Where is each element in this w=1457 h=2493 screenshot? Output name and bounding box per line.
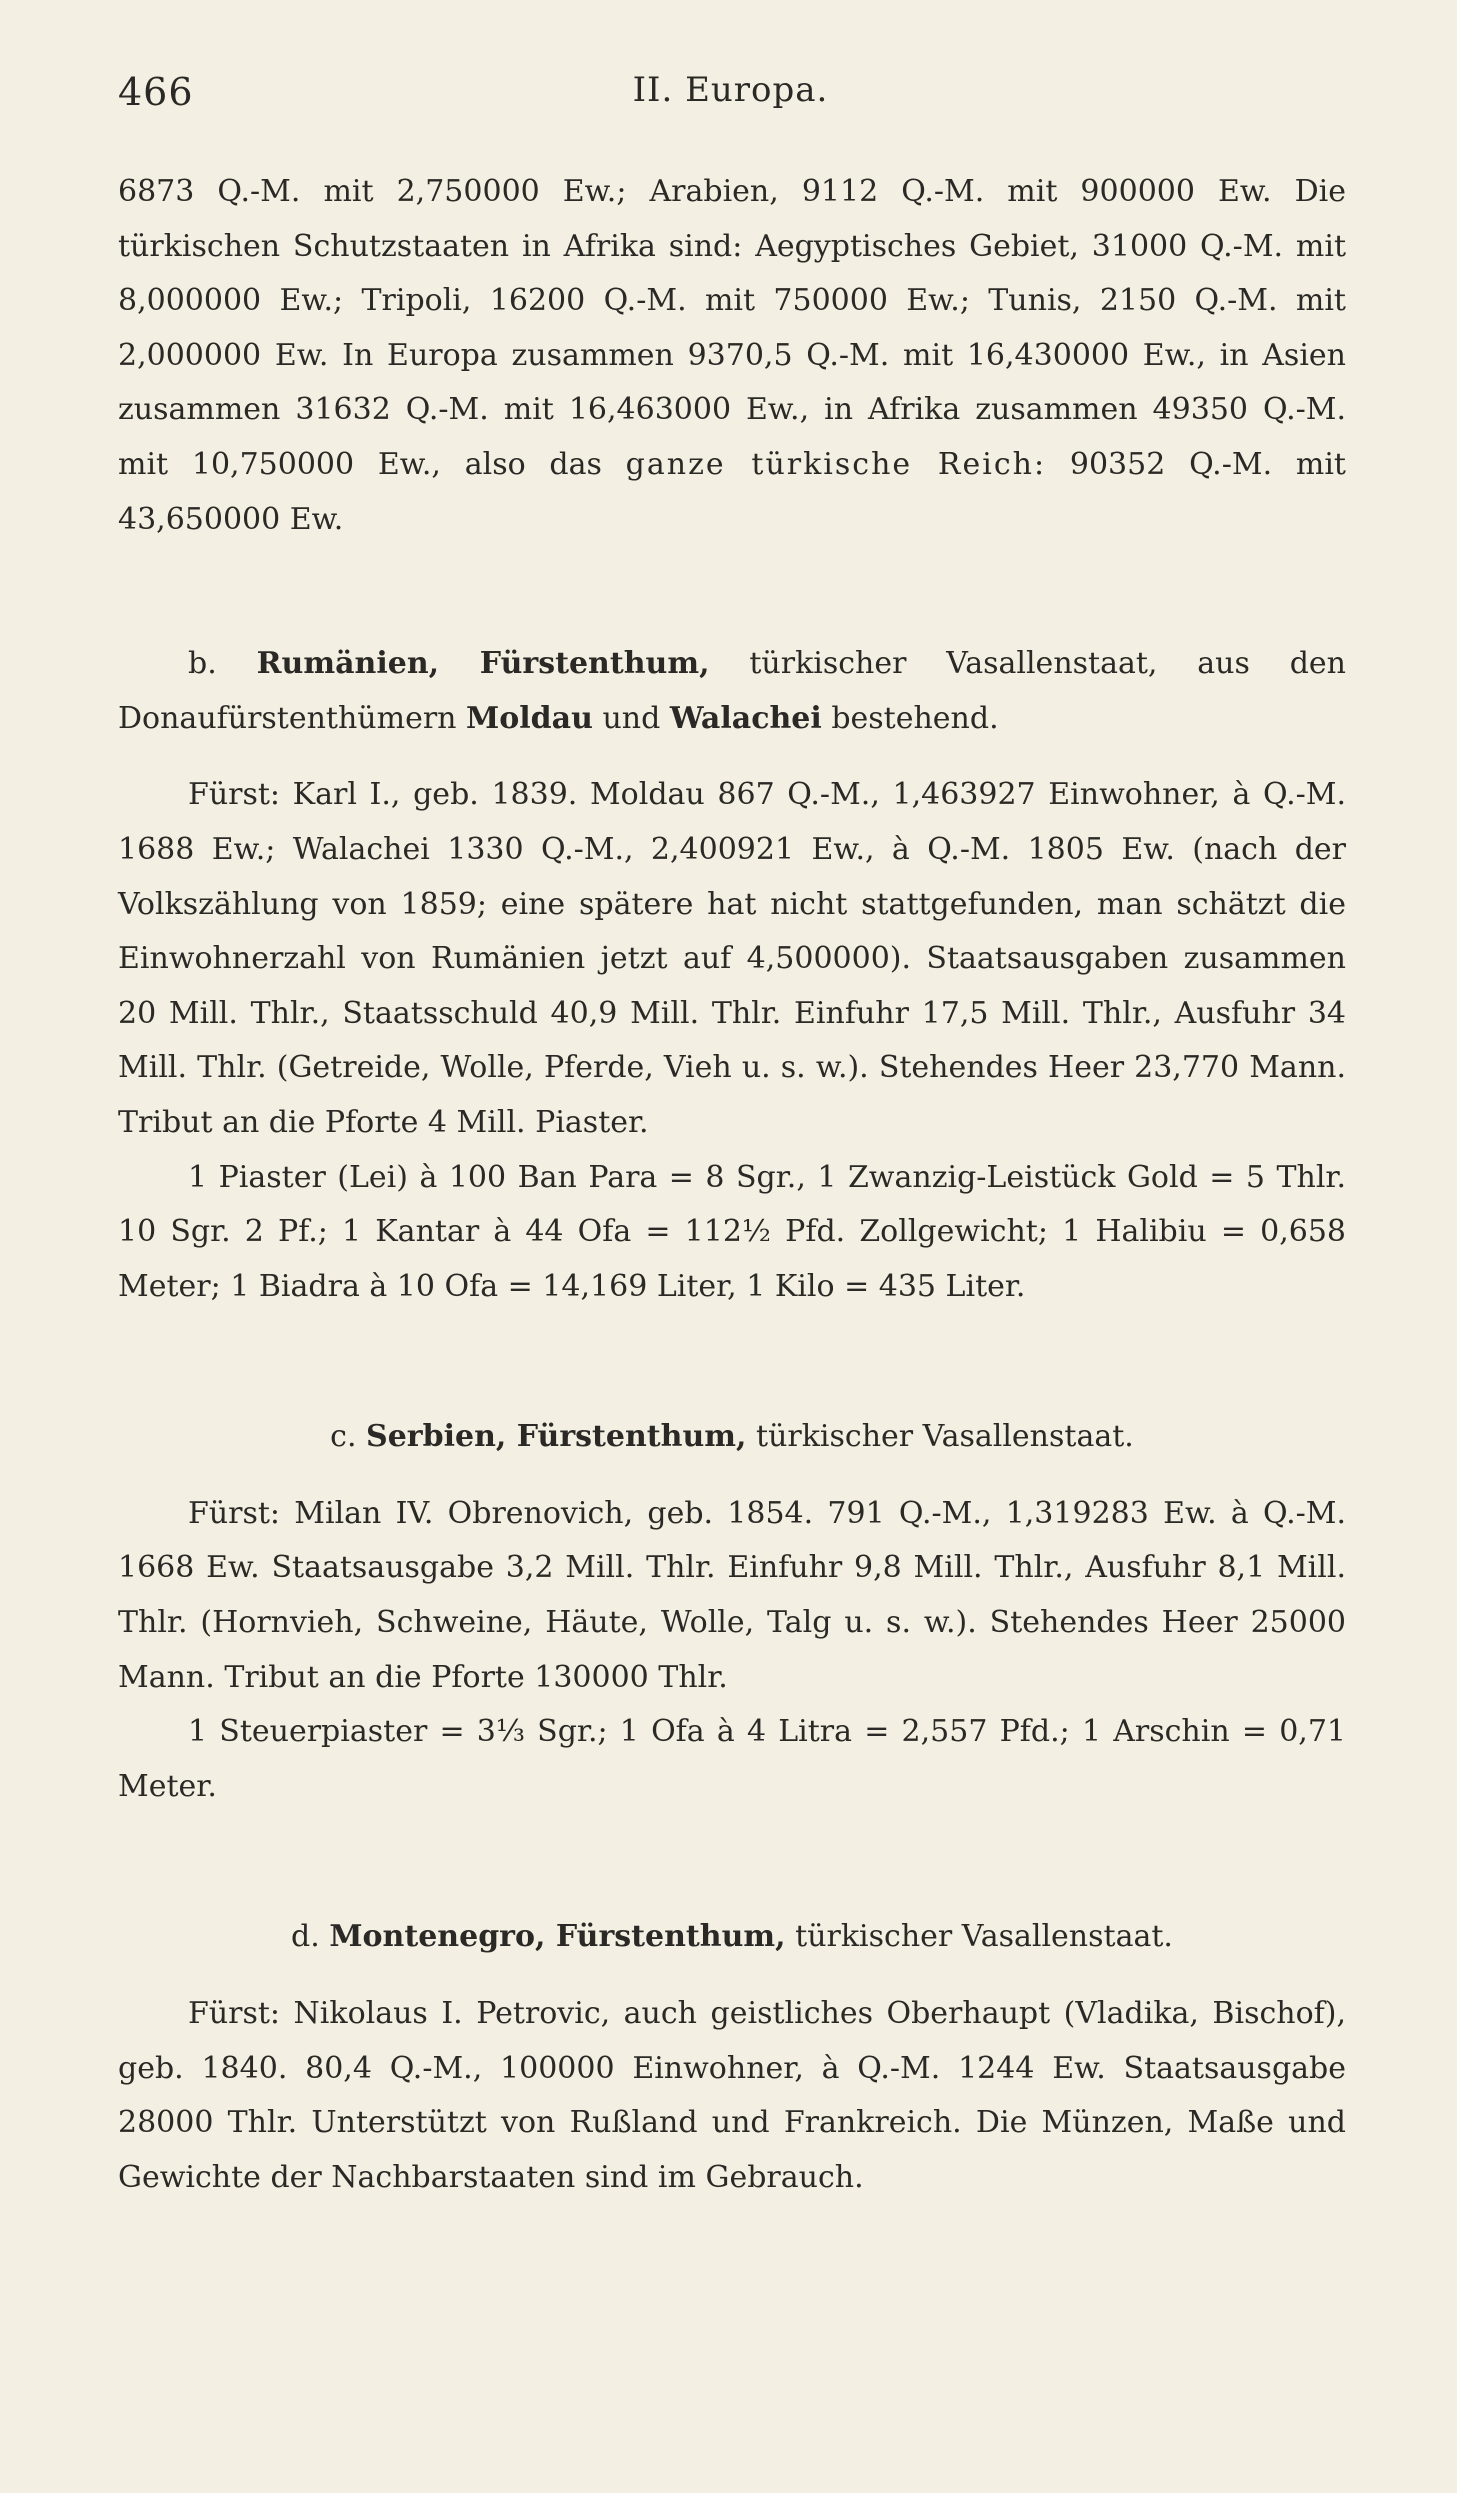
serbien-desc: türkischer Vasallenstaat. [756, 1419, 1134, 1455]
page-number: 466 [118, 70, 194, 114]
page-content [118, 165, 1346, 2205]
montenegro-paragraph: Fürst: Nikolaus I. Petrovic, auch geistliches Oberhaupt (Vladika, Bischof), geb. 1840. 80,4 Q.-M., 100000 Einwohner, à Q.-M. 1244 Ew. Staatsausgabe 28000 Thlr. Unterstützt von Rußland und Frankreich. Die Münzen, Maße und Gewichte der Nachbarstaaten sind im Gebrauch. [118, 1996, 1346, 2195]
montenegro-desc: türkischer Vasallenstaat. [795, 1919, 1173, 1955]
rumaenien-units-paragraph: 1 Piaster (Lei) à 100 Ban Para = 8 Sgr., 1 Zwanzig-Leistück Gold = 5 Thlr. 10 Sgr. 2 Pf.; 1 Kantar à 44 Ofa = 112½ Pfd. Zollgewicht; 1 Halibiu = 0,658 Meter; 1 Biadra à 10 Ofa = 14,169 Liter, 1 Kilo = 435 Liter. [118, 1159, 1346, 1304]
walachei-name: Walachei [669, 700, 822, 736]
montenegro-heading [118, 1910, 1346, 1965]
running-title: II. Europa. [632, 70, 829, 110]
rumaenien-title: Rumänien, Fürstenthum, [256, 646, 710, 682]
turkey-spaced-text: ganze türkische Reich: [625, 446, 1047, 482]
serbien-units-paragraph: 1 Steuerpiaster = 3⅓ Sgr.; 1 Ofa à 4 Litra = 2,557 Pfd.; 1 Arschin = 0,71 Meter. [118, 1714, 1346, 1804]
rumaenien-desc: türkischer Vasallenstaat, aus den Donaufürstenthümern [118, 646, 1346, 736]
und-word: und [602, 700, 661, 736]
serbien-paragraph: Fürst: Milan IV. Obrenovich, geb. 1854. 791 Q.-M., 1,319283 Ew. à Q.-M. 1668 Ew. Staatsausgabe 3,2 Mill. Thlr. Einfuhr 9,8 Mill. Thlr., Ausfuhr 8,1 Mill. Thlr. (Hornvieh, Schweine, Häute, Wolle, Talg u. s. w.). Stehendes Heer 25000 Mann. Tribut an die Pforte 130000 Thlr. [118, 1495, 1346, 1695]
rumaenien-paragraph: Fürst: Karl I., geb. 1839. Moldau 867 Q.-M., 1,463927 Einwohner, à Q.-M. 1688 Ew.; Walachei 1330 Q.-M., 2,400921 Ew., à Q.-M. 1805 Ew. (nach der Volkszählung von 1859; eine spätere hat nicht stattgefunden, man schätzt die Einwohnerzahl von Rumänien jetzt auf 4,500000). Staatsausgaben zusammen 20 Mill. Thlr., Staatsschuld 40,9 Mill. Thlr. Einfuhr 17,5 Mill. Thlr., Ausfuhr 34 Mill. Thlr. (Getreide, Wolle, Pferde, Vieh u. s. w.). Stehendes Heer 23,770 Mann. Tribut an die Pforte 4 Mill. Piaster. [118, 777, 1346, 1140]
moldau-name: Moldau [466, 700, 593, 736]
turkey-text-end: 90352 Q.-M. mit 43,650000 Ew. [118, 446, 1346, 537]
page-header [118, 70, 1343, 120]
montenegro-label: d. [291, 1919, 320, 1955]
serbien-heading [118, 1410, 1346, 1465]
bestehend-word: bestehend. [831, 700, 999, 736]
rumaenien-heading [118, 637, 1346, 746]
serbien-title: Serbien, Fürstenthum, [366, 1419, 747, 1455]
montenegro-title: Montenegro, Fürstenthum, [329, 1919, 786, 1955]
rumaenien-label: b. [188, 646, 217, 682]
turkey-paragraph [118, 165, 1346, 547]
turkey-text: 6873 Q.-M. mit 2,750000 Ew.; Arabien, 9112 Q.-M. mit 900000 Ew. Die türkischen Schutzstaaten in Afrika sind: Aegyptisches Gebiet, 31000 Q.-M. mit 8,000000 Ew.; Tripoli, 16200 Q.-M. mit 750000 Ew.; Tunis, 2150 Q.-M. mit 2,000000 Ew. In Europa zusammen 9370,5 Q.-M. mit 16,430000 Ew., in Asien zusammen 31632 Q.-M. mit 16,463000 Ew., in Afrika zusammen 49350 Q.-M. mit 10,750000 Ew., also das [118, 174, 1346, 482]
serbien-label: c. [330, 1419, 357, 1455]
